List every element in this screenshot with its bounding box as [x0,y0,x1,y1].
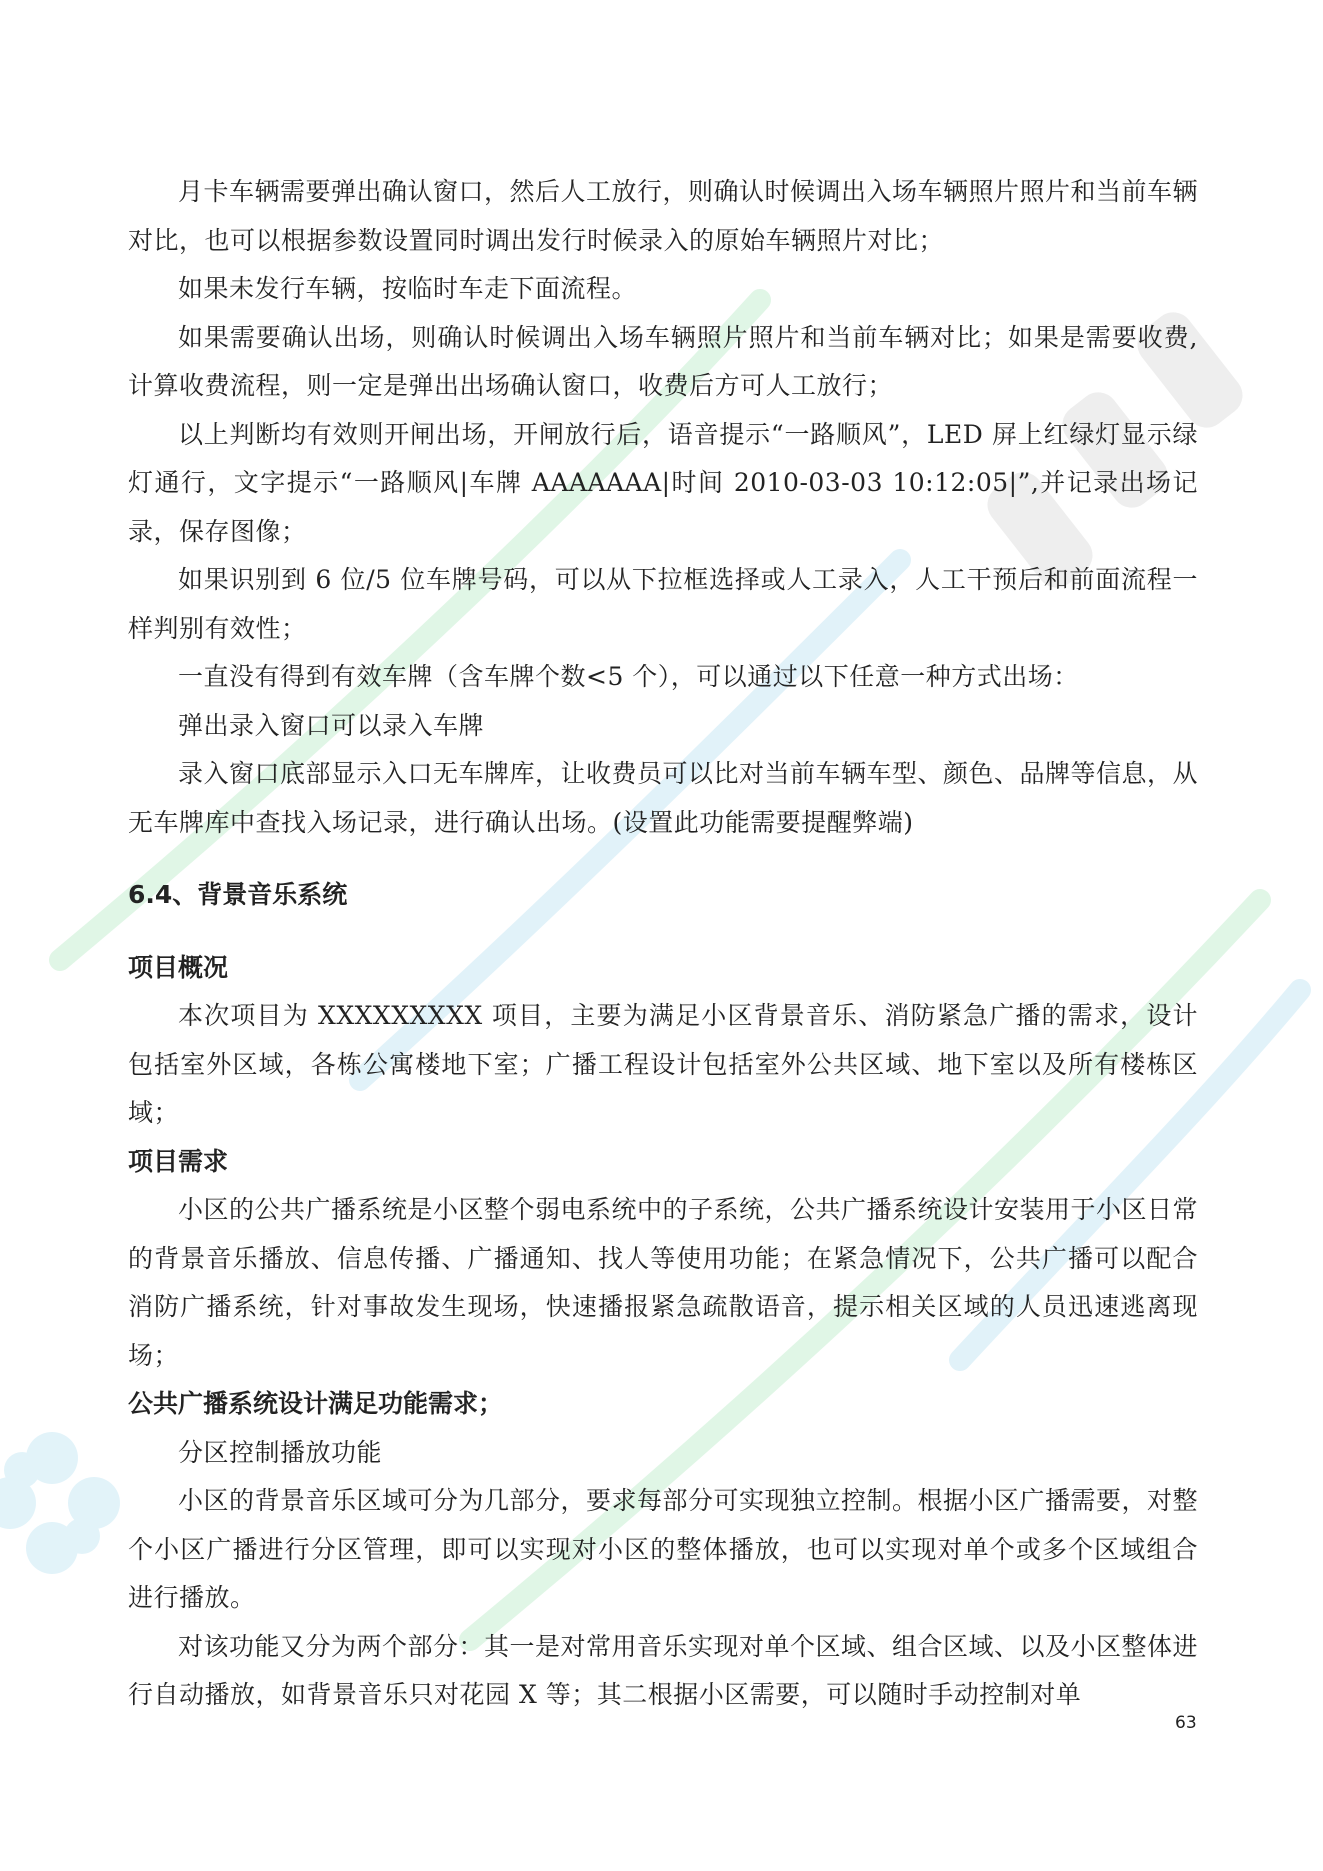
overview-text: 本次项目为 XXXXXXXXX 项目，主要为满足小区背景音乐、消防紧急广播的需求，设计包括室外区域，各栋公寓楼地下室；广播工程设计包括室外公共区域、地下室以及所有楼栋区域； [128,1001,1198,1127]
paragraph: 弹出录入窗口可以录入车牌 [178,710,485,740]
paragraph: 一直没有得到有效车牌（含车牌个数<5 个），可以通过以下任意一种方式出场： [178,662,1079,691]
section-title: 6.4、背景音乐系统 [128,880,348,909]
paragraph: 月卡车辆需要弹出确认窗口，然后人工放行，则确认时候调出入场车辆照片照片和当前车辆对比，也可以根据参数设置同时调出发行时候录入的原始车辆照片对比； [128,177,1199,255]
paragraph: 如果识别到 6 位/5 位车牌号码，可以从下拉框选择或人工录入，人工干预后和前面流程一样判别有效性； [128,565,1198,643]
overview-heading: 项目概况 [128,952,229,982]
page-number: 63 [1175,1713,1197,1733]
watermark-logo-flower [0,1432,120,1574]
requirements-heading: 项目需求 [128,1146,229,1176]
functions-text: 对该功能又分为两个部分：其一是对常用音乐实现对单个区域、组合区域、以及小区整体进行自动播放，如背景音乐只对花园 X 等；其二根据小区需要，可以随时手动控制对单 [128,1631,1199,1709]
paragraph: 如果需要确认出场，则确认时候调出入场车辆照片照片和当前车辆对比；如果是需要收费,计算收费流程，则一定是弹出出场确认窗口，收费后方可人工放行； [128,322,1198,400]
functions-subheading: 分区控制播放功能 [178,1437,383,1467]
requirements-text: 小区的公共广播系统是小区整个弱电系统中的子系统，公共广播系统设计安装用于小区日常的背景音乐播放、信息传播、广播通知、找人等使用功能；在紧急情况下，公共广播可以配合消防广播系统，针对事故发生现场，快速播报紧急疏散语音，提示相关区域的人员迅速逃离现场； [128,1195,1199,1370]
paragraph: 录入窗口底部显示入口无车牌库，让收费员可以比对当前车辆车型、颜色、品牌等信息，从无车牌库中查找入场记录，进行确认出场。(设置此功能需要提醒弊端) [128,759,1199,837]
paragraph: 如果未发行车辆，按临时车走下面流程。 [178,274,638,303]
paragraph: 以上判断均有效则开闸出场，开闸放行后，语音提示“一路顺风”，LED 屏上红绿灯显示绿灯通行，文字提示“一路顺风|车牌 AAAAAAA|时间 2010-03-03 10:12:05|”,并记录出场记录，保存图像； [128,419,1198,546]
document-body [128,168,1198,1720]
functions-heading: 公共广播系统设计满足功能需求； [128,1389,504,1418]
functions-text: 小区的背景音乐区域可分为几部分，要求每部分可实现独立控制。根据小区广播需要，对整个小区广播进行分区管理，即可以实现对小区的整体播放，也可以实现对单个或多个区域组合进行播放。 [128,1486,1199,1612]
